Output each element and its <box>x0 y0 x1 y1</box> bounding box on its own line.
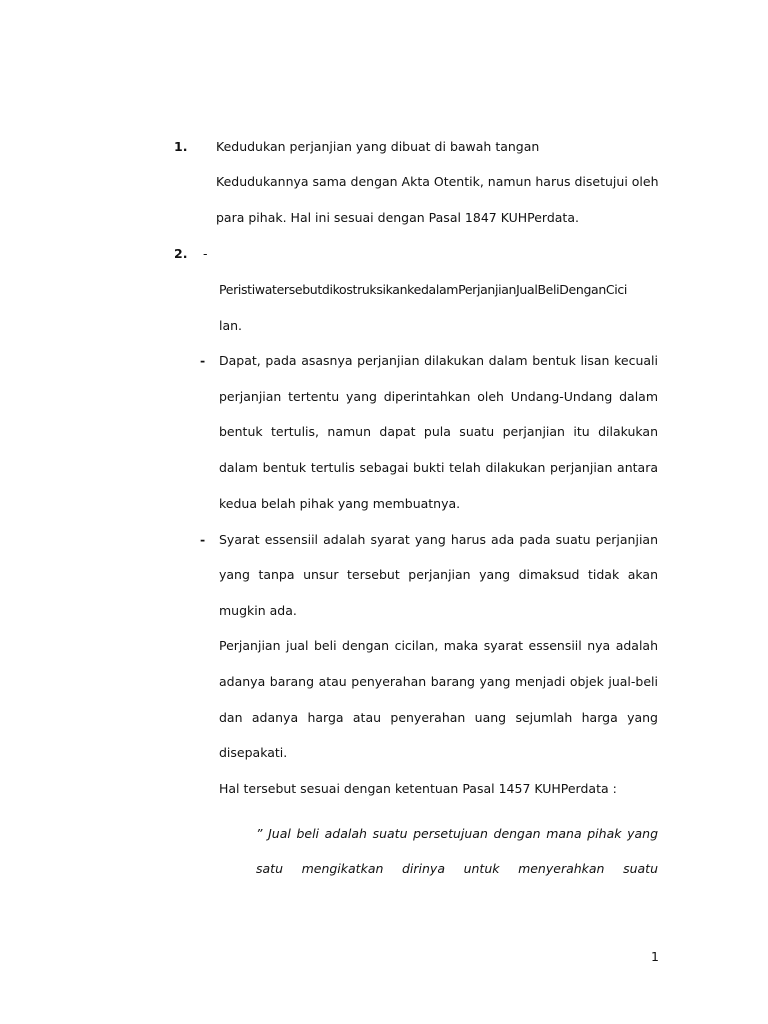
quote-line: satu mengikatkan dirinya untuk menyerahkan suatu <box>256 861 658 876</box>
bullet-1-line: perjanjian tertentu yang diperintahkan oleh Undang-Undang dalam <box>219 389 658 404</box>
item-2-dash: - <box>203 246 208 261</box>
item-2-line: lan. <box>219 318 243 333</box>
bullet-2-line: mugkin ada. <box>219 603 297 618</box>
item-1-line: para pihak. Hal ini sesuai dengan Pasal 1847 KUHPerdata. <box>216 210 579 225</box>
paragraph-line: adanya barang atau penyerahan barang yang menjadi objek jual-beli <box>219 674 658 689</box>
item-1-line: Kedudukannya sama dengan Akta Otentik, namun harus disetujui oleh <box>216 174 659 189</box>
bullet-1-line: dalam bentuk tertulis sebagai bukti telah dilakukan perjanjian antara <box>219 460 658 475</box>
bullet-1-line: bentuk tertulis, namun dapat pula suatu perjanjian itu dilakukan <box>219 424 658 439</box>
item-1-title: Kedudukan perjanjian yang dibuat di bawah tangan <box>216 139 540 154</box>
item-2-line: PeristiwatersebutdikostruksikankedalamPerjanjianJualBeliDenganCici <box>219 282 628 297</box>
bullet-2-dash: - <box>200 532 206 547</box>
item-1-number: 1. <box>174 139 188 154</box>
bullet-1-dash: - <box>200 353 206 368</box>
paragraph-line: Perjanjian jual beli dengan cicilan, maka syarat essensiil nya adalah <box>219 638 658 653</box>
quote-line: ” Jual beli adalah suatu persetujuan dengan mana pihak yang <box>256 826 658 841</box>
bullet-2-line: Syarat essensiil adalah syarat yang harus ada pada suatu perjanjian <box>219 532 658 547</box>
bullet-1-line: Dapat, pada asasnya perjanjian dilakukan dalam bentuk lisan kecuali <box>219 353 658 368</box>
reference-line: Hal tersebut sesuai dengan ketentuan Pasal 1457 KUHPerdata : <box>219 781 617 796</box>
item-2-number: 2. <box>174 246 188 261</box>
bullet-2-line: yang tanpa unsur tersebut perjanjian yang dimaksud tidak akan <box>219 567 658 582</box>
page-number: 1 <box>651 949 659 964</box>
paragraph-line: dan adanya harga atau penyerahan uang sejumlah harga yang <box>219 710 658 725</box>
paragraph-line: disepakati. <box>219 745 288 760</box>
bullet-1-line: kedua belah pihak yang membuatnya. <box>219 496 461 511</box>
